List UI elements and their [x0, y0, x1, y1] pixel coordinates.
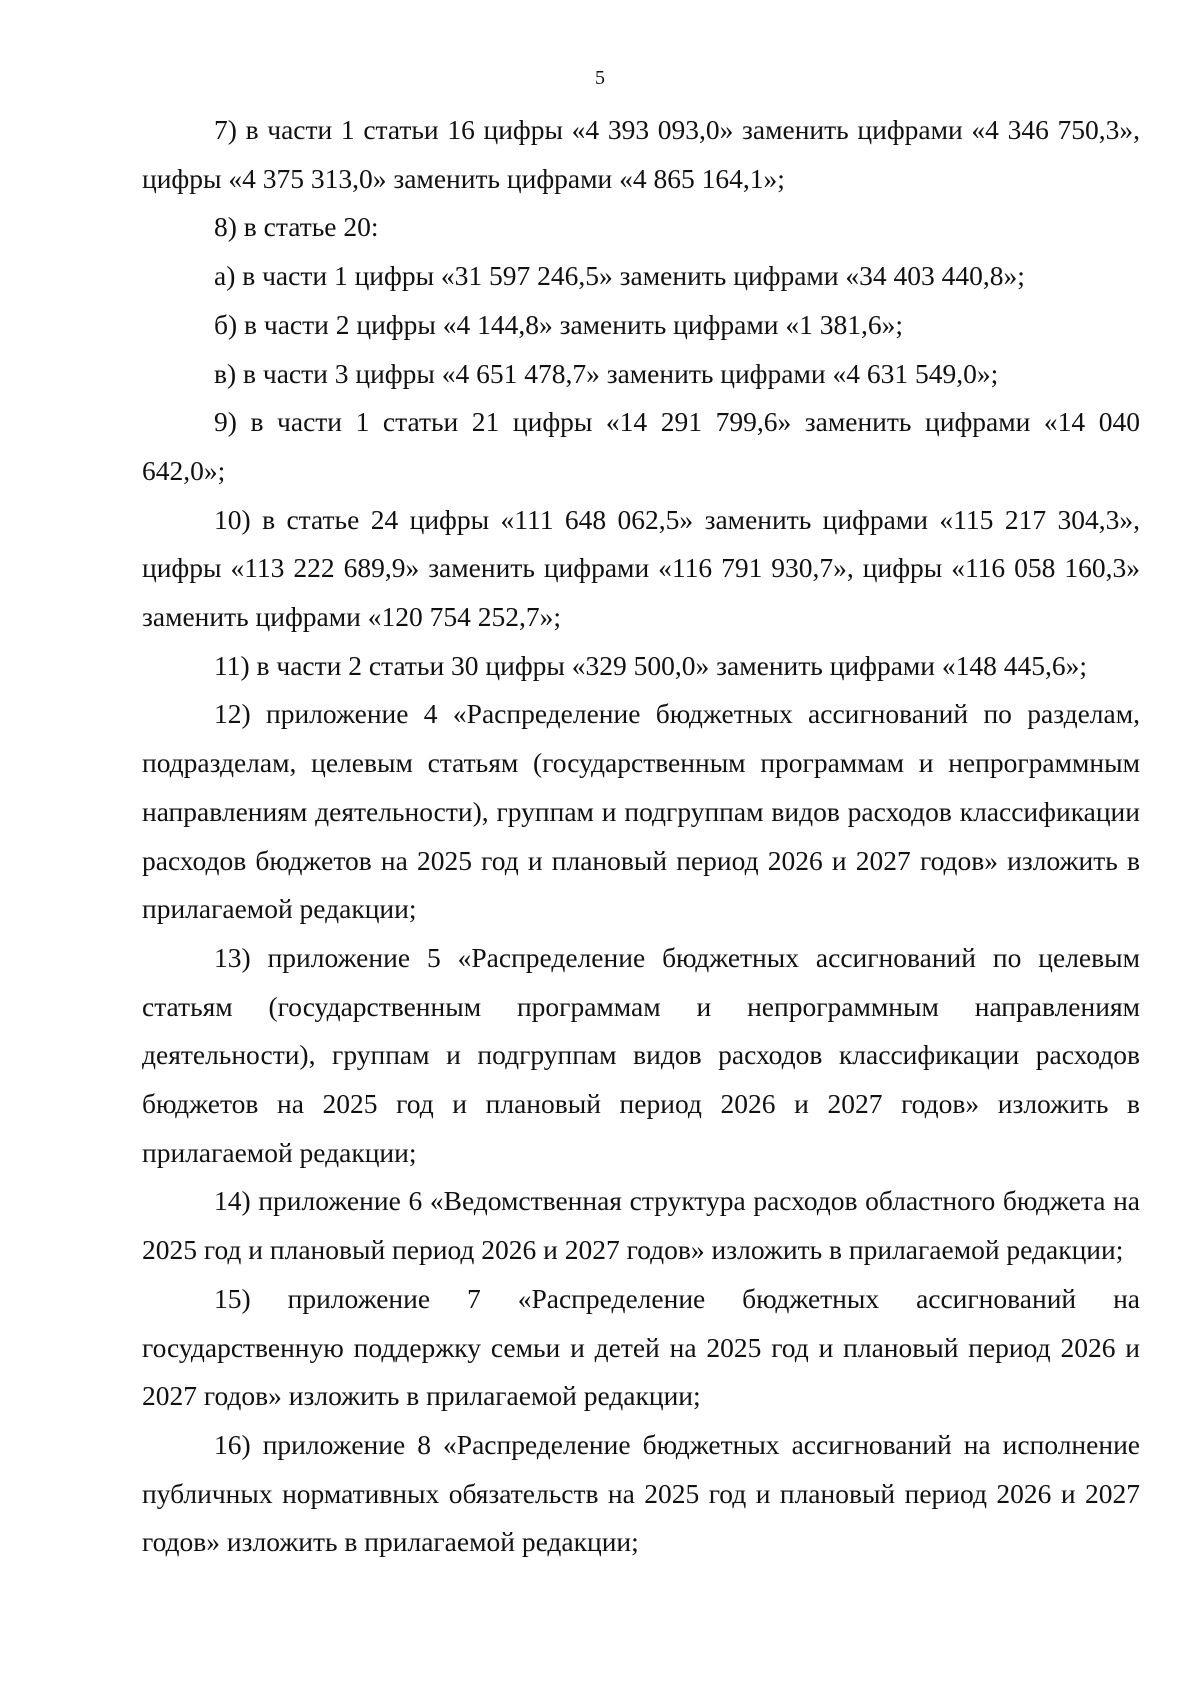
paragraph-item-11: 11) в части 2 статьи 30 цифры «329 500,0» заменить цифрами «148 445,6»; — [214, 649, 1088, 681]
document-body — [142, 106, 1140, 1567]
paragraph-item-7: 7) в части 1 статьи 16 цифры «4 393 093,0» заменить цифрами «4 346 750,3», цифры «4 375 313,0» заменить цифрами «4 865 164,1»; — [142, 114, 1140, 194]
paragraph-subitem-a: а) в части 1 цифры «31 597 246,5» заменить цифрами «34 403 440,8»; — [214, 260, 1025, 292]
page-number: 5 — [595, 67, 605, 89]
paragraph-subitem-v: в) в части 3 цифры «4 651 478,7» заменить цифрами «4 631 549,0»; — [214, 357, 999, 389]
paragraph-item-15: 15) приложение 7 «Распределение бюджетных ассигнований на государственную поддержку семьи и детей на 2025 год и плановый период 2026 и 2027 годов» изложить в прилагаемой редакции; — [142, 1282, 1140, 1412]
paragraph-item-16: 16) приложение 8 «Распределение бюджетных ассигнований на исполнение публичных нормативных обязательств на 2025 год и плановый период 2026 и 2027 годов» изложить в прилагаемой редакции; — [142, 1428, 1140, 1558]
paragraph-item-9: 9) в части 1 статьи 21 цифры «14 291 799,6» заменить цифрами «14 040 642,0»; — [142, 406, 1140, 486]
paragraph-item-8: 8) в статье 20: — [214, 211, 379, 243]
paragraph-subitem-b: б) в части 2 цифры «4 144,8» заменить цифрами «1 381,6»; — [214, 308, 903, 340]
paragraph-item-10: 10) в статье 24 цифры «111 648 062,5» заменить цифрами «115 217 304,3», цифры «113 222 689,9» заменить цифрами «116 791 930,7», цифры «116 058 160,3» заменить цифрами «120 754 252,7»; — [142, 503, 1140, 633]
paragraph-item-12: 12) приложение 4 «Распределение бюджетных ассигнований по разделам, подразделам, целевым статьям (государственным программам и непрограммным направлениям деятельности), группам и подгруппам видов расходов классификации расходов бюджетов на 2025 год и плановый период 2026 и 2027 годов» изложить в прилагаемой редакции; — [142, 698, 1140, 925]
paragraph-item-14: 14) приложение 6 «Ведомственная структура расходов областного бюджета на 2025 год и плановый период 2026 и 2027 годов» изложить в прилагаемой редакции; — [142, 1185, 1140, 1266]
paragraph-item-13: 13) приложение 5 «Распределение бюджетных ассигнований по целевым статьям (государственным программам и непрограммным направлениям деятельности), группам и подгруппам видов расходов классификации расходов бюджетов на 2025 год и плановый период 2026 и 2027 годов» изложить в прилагаемой редакции; — [142, 941, 1140, 1168]
